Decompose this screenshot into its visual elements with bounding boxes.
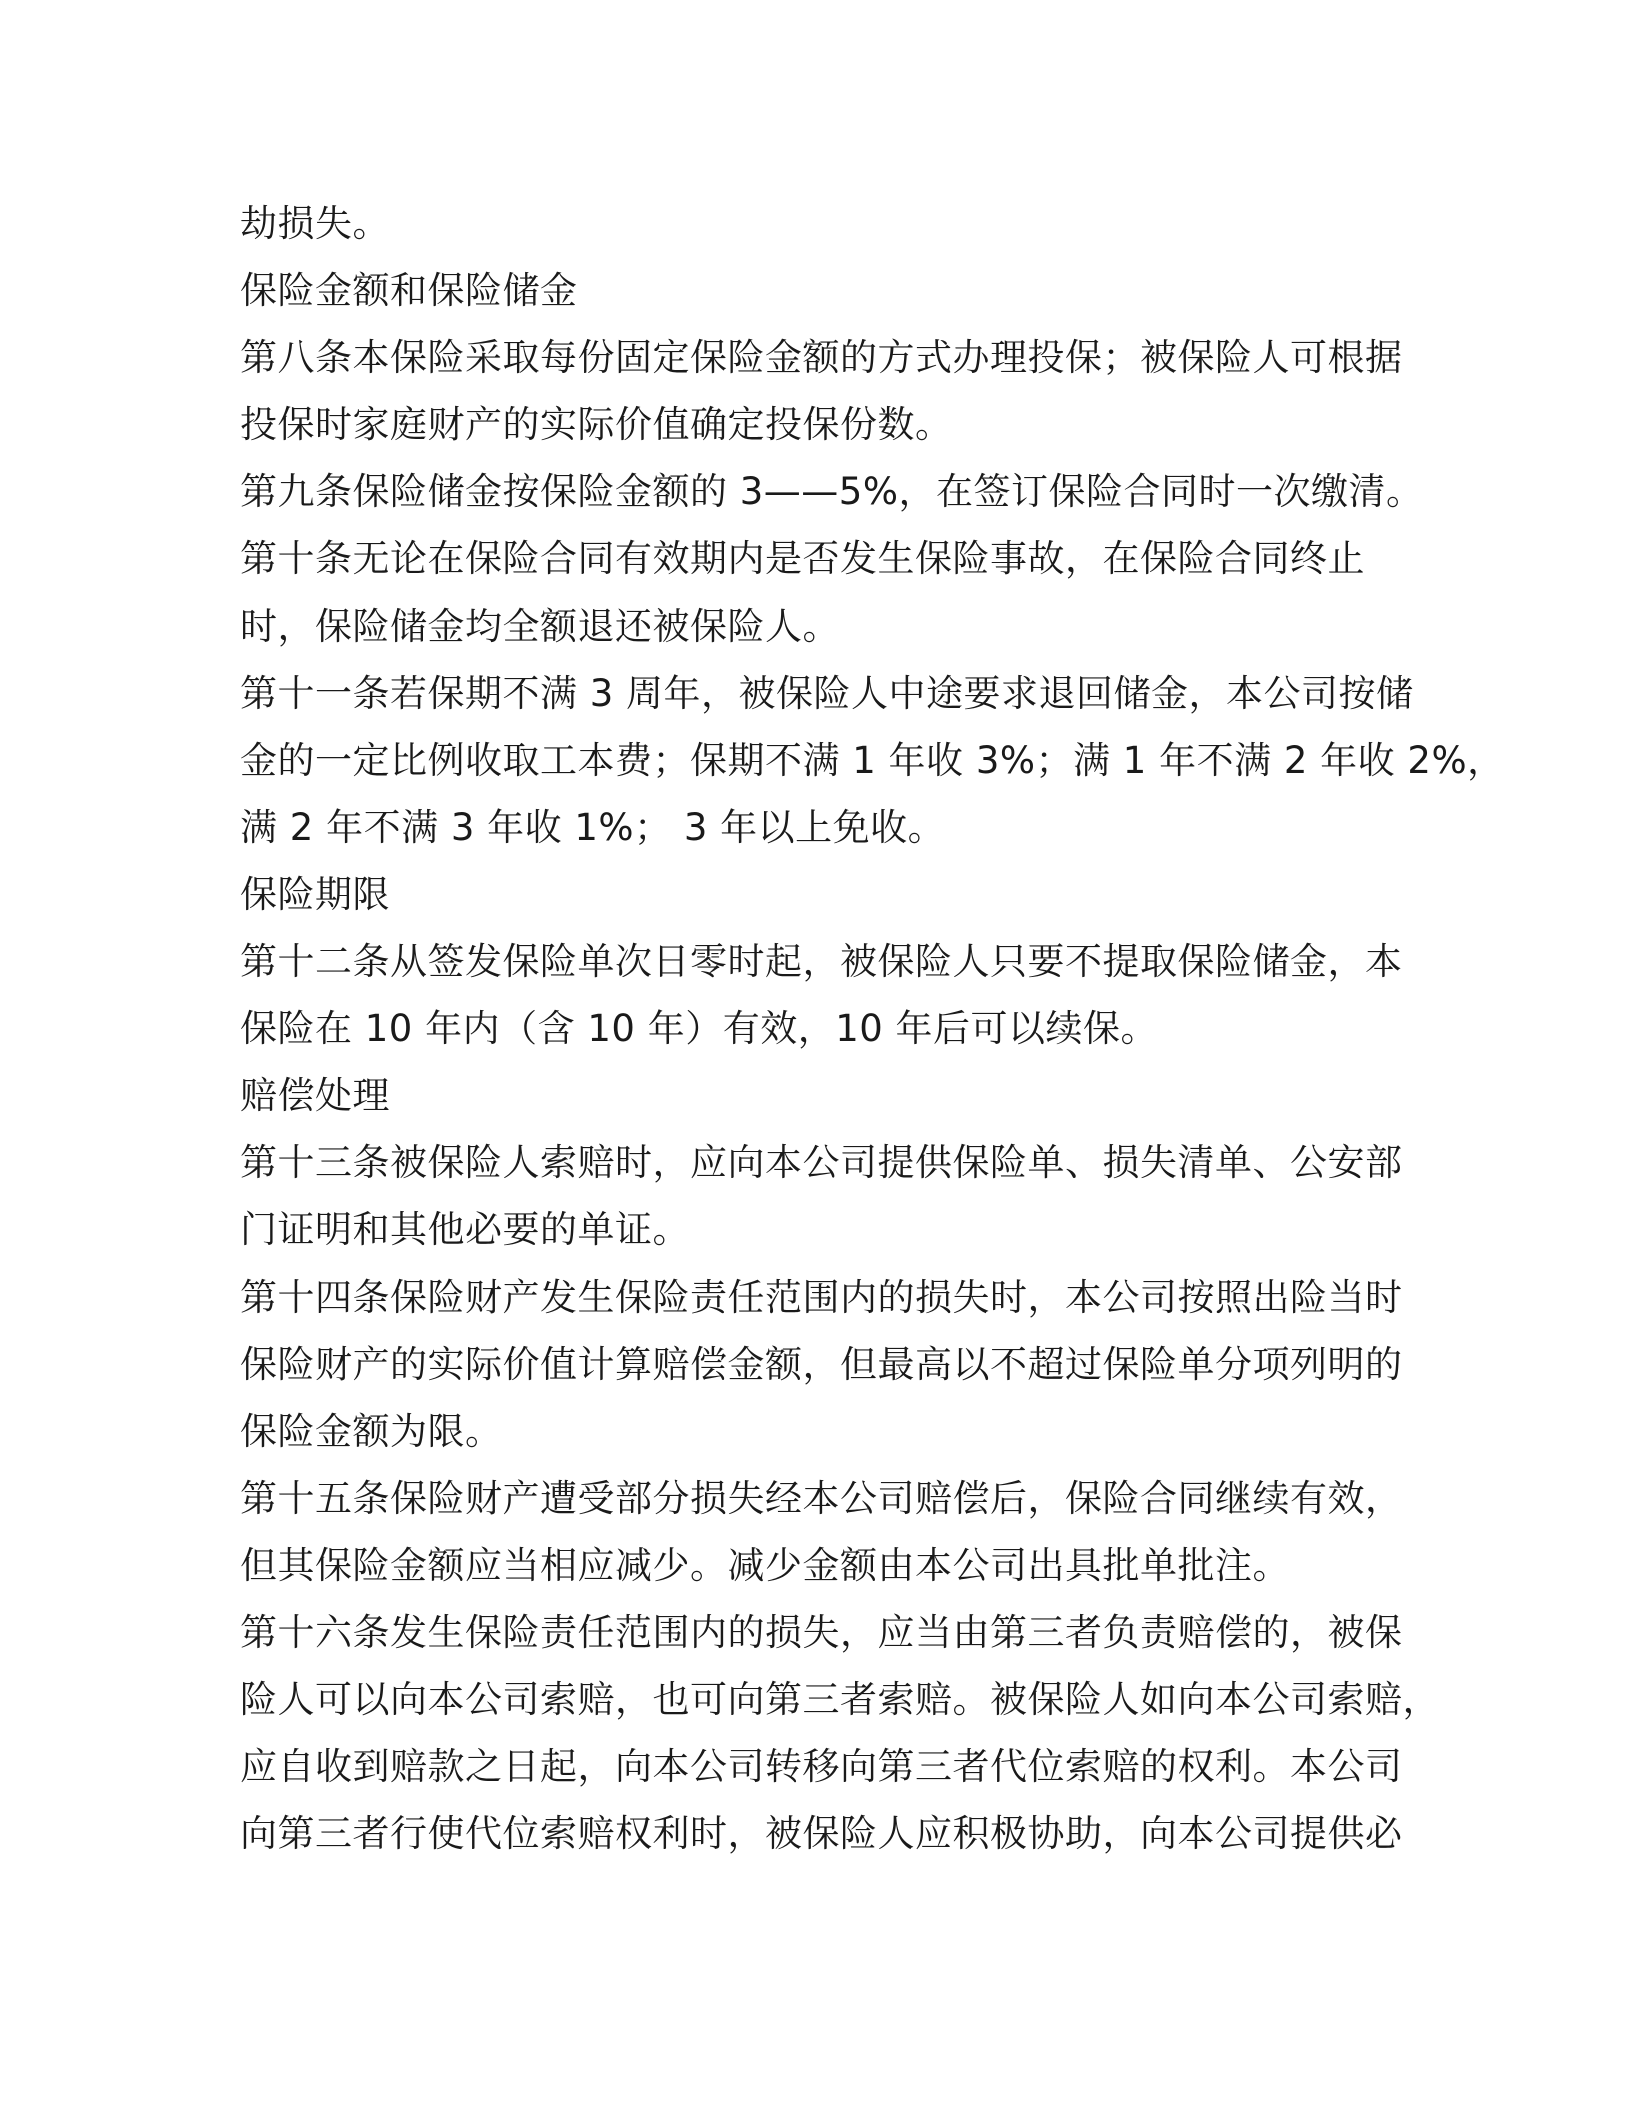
text-line: 第十四条保险财产发生保险责任范围内的损失时，本公司按照出险当时 xyxy=(240,1275,1403,1319)
text-line: 向第三者行使代位索赔权利时，被保险人应积极协助，向本公司提供必 xyxy=(240,1812,1403,1856)
text-line: 保险财产的实际价值计算赔偿金额，但最高以不超过保险单分项列明的 xyxy=(240,1342,1403,1386)
text-line: 金的一定比例收取工本费；保期不满 1 年收 3%；满 1 年不满 2 年收 2%， xyxy=(240,738,1505,782)
text-line: 时，保险储金均全额退还被保险人。 xyxy=(240,604,840,648)
text-line: 险人可以向本公司索赔，也可向第三者索赔。被保险人如向本公司索赔， xyxy=(240,1678,1440,1722)
text-line: 投保时家庭财产的实际价值确定投保份数。 xyxy=(240,403,953,447)
section-heading: 保险期限 xyxy=(240,872,390,916)
text-line: 第八条本保险采取每份固定保险金额的方式办理投保；被保险人可根据 xyxy=(240,336,1403,380)
text-line: 第九条保险储金按保险金额的 3——5%，在签订保险合同时一次缴清。 xyxy=(240,470,1424,514)
text-line: 满 2 年不满 3 年收 1%； 3 年以上免收。 xyxy=(240,805,946,849)
text-line: 第十一条若保期不满 3 周年，被保险人中途要求退回储金，本公司按储 xyxy=(240,671,1414,715)
section-heading: 保险金额和保险储金 xyxy=(240,269,578,313)
text-line: 劫损失。 xyxy=(240,202,390,245)
text-line: 保险在 10 年内（含 10 年）有效，10 年后可以续保。 xyxy=(240,1007,1159,1051)
text-line: 但其保险金额应当相应减少。减少金额由本公司出具批单批注。 xyxy=(240,1543,1290,1587)
text-line: 第十条无论在保险合同有效期内是否发生保险事故，在保险合同终止 xyxy=(240,537,1365,581)
text-line: 第十六条发生保险责任范围内的损失，应当由第三者负责赔偿的，被保 xyxy=(240,1610,1403,1654)
text-line: 第十二条从签发保险单次日零时起，被保险人只要不提取保险储金，本 xyxy=(240,940,1403,984)
text-line: 第十三条被保险人索赔时，应向本公司提供保险单、损失清单、公安部 xyxy=(240,1141,1403,1185)
text-line: 门证明和其他必要的单证。 xyxy=(240,1208,690,1252)
section-heading: 赔偿处理 xyxy=(240,1074,390,1118)
document-body xyxy=(240,190,1505,1867)
text-line: 保险金额为限。 xyxy=(240,1409,503,1453)
text-line: 第十五条保险财产遭受部分损失经本公司赔偿后，保险合同继续有效， xyxy=(240,1476,1403,1520)
text-line: 应自收到赔款之日起，向本公司转移向第三者代位索赔的权利。本公司 xyxy=(240,1745,1403,1789)
